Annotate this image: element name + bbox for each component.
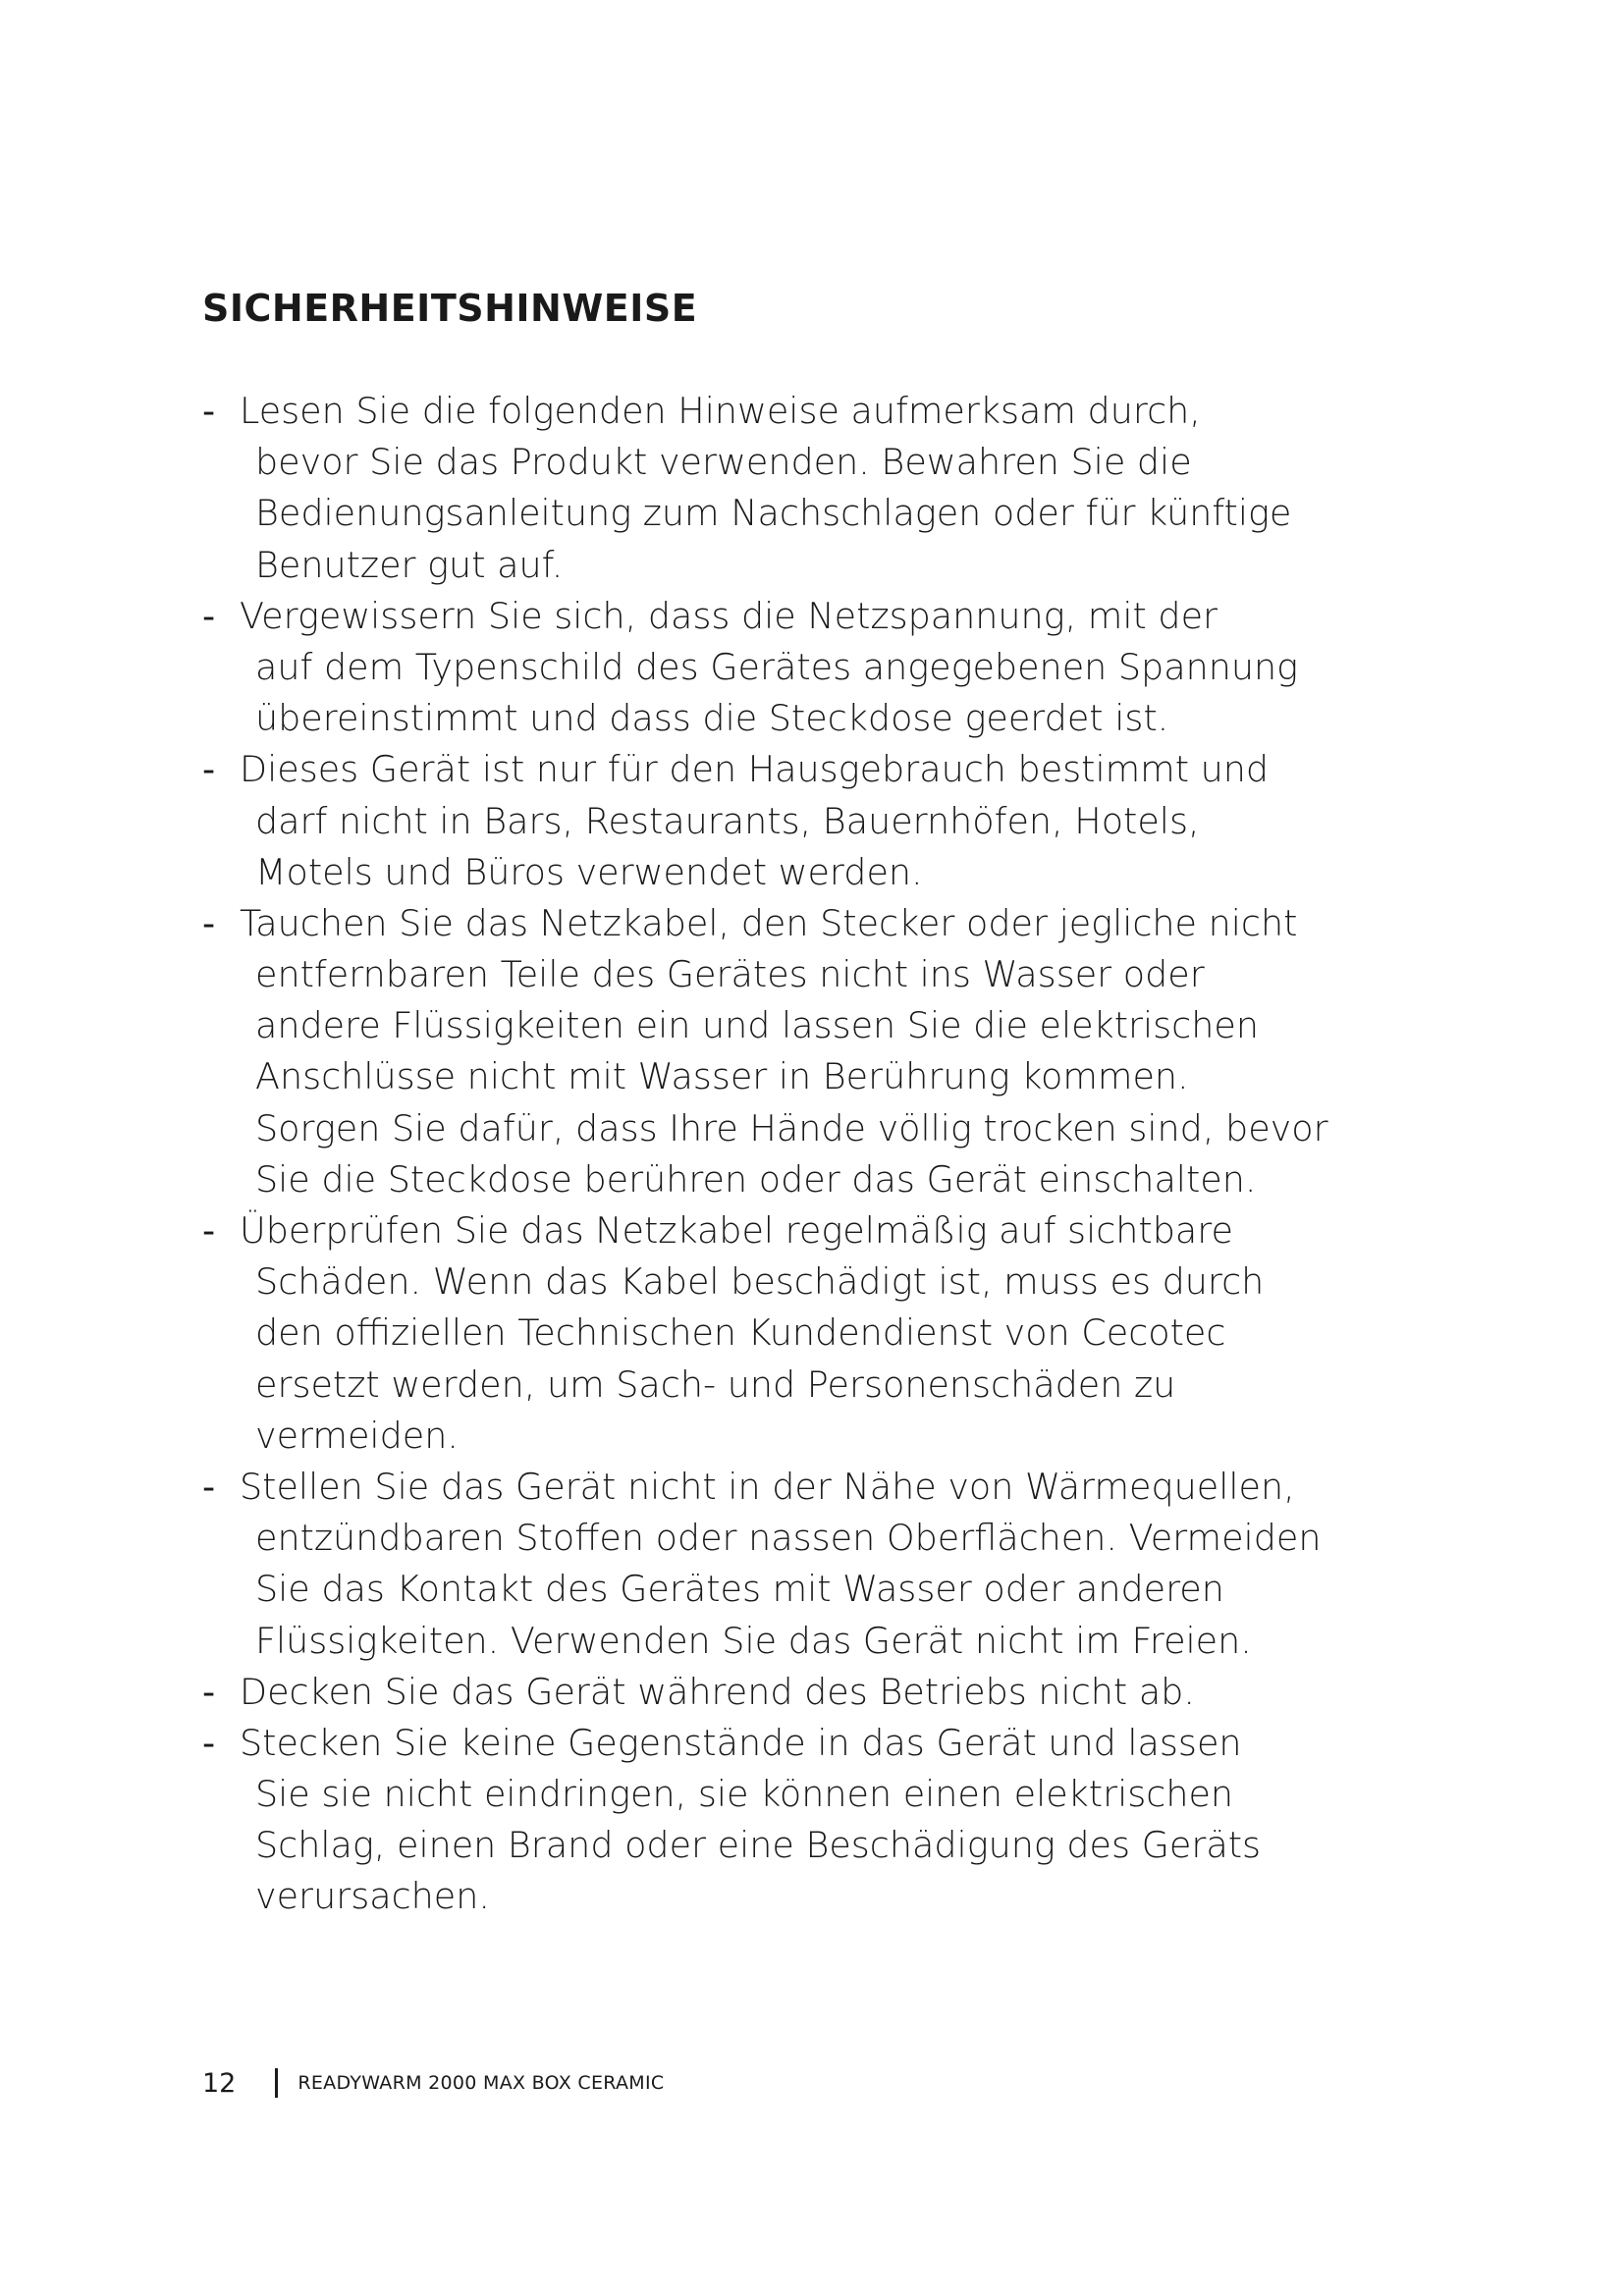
bullet-dash: -: [202, 1209, 216, 1252]
item-line: Lesen Sie die folgenden Hinweise aufmerksam durch,: [240, 390, 1201, 432]
bullet-dash: -: [202, 1465, 216, 1508]
item-line: den offiziellen Technischen Kundendienst von Cecotec: [255, 1311, 1226, 1355]
list-item: [202, 744, 1479, 898]
list-item: [202, 1462, 1479, 1667]
item-line: verursachen.: [255, 1875, 490, 1918]
item-line: Decken Sie das Gerät während des Betriebs nicht ab.: [240, 1670, 1195, 1713]
item-line: ersetzt werden, um Sach- und Personenschäden zu: [255, 1362, 1176, 1406]
item-line: Sorgen Sie dafür, dass Ihre Hände völlig trocken sind, bevor: [255, 1106, 1328, 1149]
item-line: Benutzer gut auf.: [255, 543, 564, 586]
item-line: Vergewissern Sie sich, dass die Netzspannung, mit der: [240, 594, 1218, 637]
footer-divider: [275, 2068, 278, 2098]
safety-instructions-list: [202, 386, 1479, 1923]
section-title: SICHERHEITSHINWEISE: [202, 287, 698, 330]
bullet-dash: -: [202, 901, 216, 944]
item-line: Flüssigkeiten. Verwenden Sie das Gerät nicht im Freien.: [255, 1619, 1252, 1662]
list-item: [202, 898, 1479, 1205]
item-line: vermeiden.: [255, 1414, 459, 1457]
list-item: [202, 591, 1479, 745]
item-line: Tauchen Sie das Netzkabel, den Stecker oder jegliche nicht: [240, 901, 1298, 944]
list-item: [202, 1718, 1479, 1923]
item-line: entfernbaren Teile des Gerätes nicht ins Wasser oder: [255, 953, 1205, 996]
item-line: Anschlüsse nicht mit Wasser in Berührung kommen.: [255, 1055, 1189, 1098]
item-line: Überprüfen Sie das Netzkabel regelmäßig auf sichtbare: [240, 1209, 1233, 1252]
item-line: Bedienungsanleitung zum Nachschlagen oder für künftige: [255, 492, 1292, 535]
item-line: Motels und Büros verwendet werden.: [255, 850, 923, 893]
item-line: Stellen Sie das Gerät nicht in der Nähe von Wärmequellen,: [240, 1465, 1295, 1508]
item-line: Stecken Sie keine Gegenstände in das Gerät und lassen: [240, 1721, 1242, 1764]
item-line: Sie sie nicht eindringen, sie können einen elektrischen: [255, 1773, 1234, 1816]
bullet-dash: -: [202, 594, 216, 637]
item-line: Sie das Kontakt des Gerätes mit Wasser oder anderen: [255, 1568, 1224, 1611]
bullet-dash: -: [202, 748, 216, 791]
product-name: READYWARM 2000 MAX BOX CERAMIC: [298, 2072, 665, 2094]
list-item: [202, 1205, 1479, 1462]
item-line: Schäden. Wenn das Kabel beschädigt ist, muss es durch: [255, 1260, 1265, 1304]
bullet-dash: -: [202, 1670, 216, 1713]
item-line: Dieses Gerät ist nur für den Hausgebrauch bestimmt und: [240, 748, 1270, 791]
item-line: Schlag, einen Brand oder eine Beschädigung des Geräts: [255, 1824, 1262, 1867]
item-line: Sie die Steckdose berühren oder das Gerät einschalten.: [255, 1157, 1257, 1201]
bullet-dash: -: [202, 390, 216, 432]
item-line: andere Flüssigkeiten ein und lassen Sie die elektrischen: [255, 1004, 1259, 1047]
list-item: [202, 386, 1479, 591]
item-line: auf dem Typenschild des Gerätes angegebenen Spannung: [255, 645, 1299, 688]
item-line: bevor Sie das Produkt verwenden. Bewahren Sie die: [255, 441, 1192, 484]
bullet-dash: -: [202, 1721, 216, 1764]
item-line: darf nicht in Bars, Restaurants, Bauernhöfen, Hotels,: [255, 799, 1200, 842]
item-line: entzündbaren Stoffen oder nassen Oberflächen. Vermeiden: [255, 1517, 1322, 1560]
page-number: 12: [202, 2067, 237, 2099]
page-footer: [202, 2068, 664, 2098]
item-line: übereinstimmt und dass die Steckdose geerdet ist.: [255, 697, 1169, 740]
list-item: [202, 1667, 1479, 1718]
